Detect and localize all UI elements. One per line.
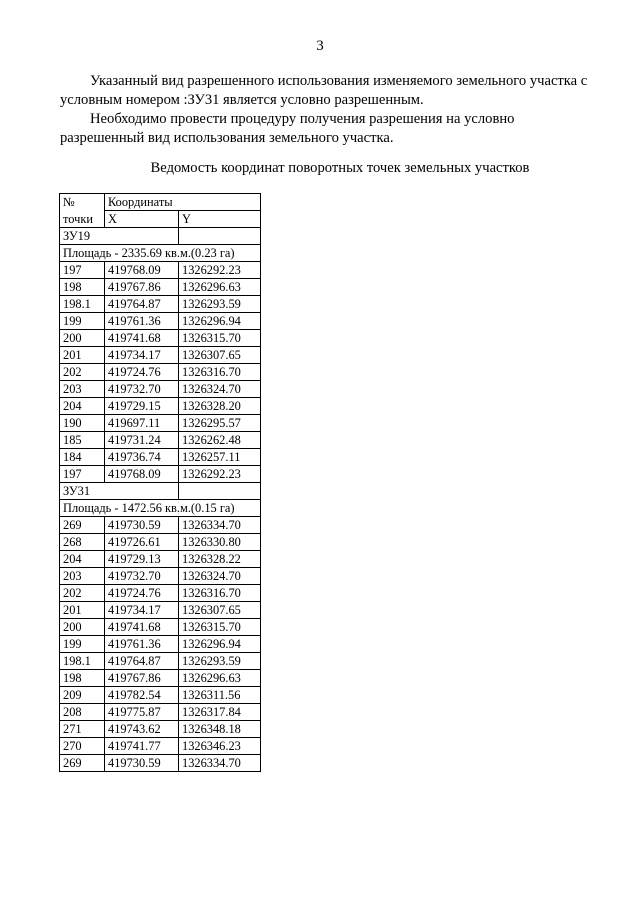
table-row <box>60 364 261 381</box>
coord-y: 1326328.20 <box>179 398 261 415</box>
point-number: 208 <box>60 704 105 721</box>
coord-y: 1326293.59 <box>179 653 261 670</box>
coord-x: 419732.70 <box>105 568 179 585</box>
point-number: 200 <box>60 330 105 347</box>
coord-x: 419730.59 <box>105 517 179 534</box>
point-number: 209 <box>60 687 105 704</box>
paragraph-2: Необходимо провести процедуру получения разрешения на условно разрешенный вид использования земельного участка. <box>60 111 515 146</box>
point-number: 203 <box>60 568 105 585</box>
table-row <box>60 619 261 636</box>
point-number: 184 <box>60 449 105 466</box>
coord-y: 1326348.18 <box>179 721 261 738</box>
coord-x: 419734.17 <box>105 347 179 364</box>
point-number: 201 <box>60 347 105 364</box>
table-row <box>60 466 261 483</box>
coord-y: 1326307.65 <box>179 602 261 619</box>
coord-x: 419732.70 <box>105 381 179 398</box>
coord-y: 1326316.70 <box>179 585 261 602</box>
point-number: 203 <box>60 381 105 398</box>
coord-x: 419741.68 <box>105 330 179 347</box>
table-row <box>60 330 261 347</box>
body-text <box>60 72 600 148</box>
coord-y: 1326315.70 <box>179 619 261 636</box>
table-row <box>60 636 261 653</box>
coord-x: 419782.54 <box>105 687 179 704</box>
coord-x: 419764.87 <box>105 296 179 313</box>
section-area-row <box>60 245 261 262</box>
section-area-row <box>60 500 261 517</box>
coord-x: 419729.15 <box>105 398 179 415</box>
coord-y: 1326307.65 <box>179 347 261 364</box>
table-row <box>60 602 261 619</box>
coord-y: 1326315.70 <box>179 330 261 347</box>
point-number: 185 <box>60 432 105 449</box>
coord-x: 419767.86 <box>105 279 179 296</box>
table-row <box>60 551 261 568</box>
coord-y: 1326296.94 <box>179 636 261 653</box>
section-name-row <box>60 228 261 245</box>
section-name-empty-cell <box>179 228 261 245</box>
coord-y: 1326292.23 <box>179 262 261 279</box>
coord-x: 419761.36 <box>105 636 179 653</box>
coord-y: 1326311.56 <box>179 687 261 704</box>
coord-y: 1326316.70 <box>179 364 261 381</box>
coord-y: 1326346.23 <box>179 738 261 755</box>
point-number: 197 <box>60 466 105 483</box>
point-number: 271 <box>60 721 105 738</box>
point-number: 198.1 <box>60 296 105 313</box>
coord-x: 419741.68 <box>105 619 179 636</box>
point-number: 202 <box>60 585 105 602</box>
table-row <box>60 449 261 466</box>
coord-y: 1326334.70 <box>179 755 261 772</box>
coord-y: 1326292.23 <box>179 466 261 483</box>
coord-x: 419764.87 <box>105 653 179 670</box>
coord-y: 1326296.63 <box>179 670 261 687</box>
point-number: 198 <box>60 670 105 687</box>
table-row <box>60 670 261 687</box>
table-row <box>60 347 261 364</box>
table-row <box>60 296 261 313</box>
section-area: Площадь - 1472.56 кв.м.(0.15 га) <box>60 500 261 517</box>
table-row <box>60 381 261 398</box>
point-number: 201 <box>60 602 105 619</box>
coord-y: 1326262.48 <box>179 432 261 449</box>
point-number: 268 <box>60 534 105 551</box>
table-row <box>60 534 261 551</box>
coord-x: 419724.76 <box>105 364 179 381</box>
point-number: 199 <box>60 636 105 653</box>
header-point: точки <box>60 211 105 228</box>
section-name: ЗУ31 <box>60 483 179 500</box>
point-number: 197 <box>60 262 105 279</box>
coord-y: 1326324.70 <box>179 381 261 398</box>
point-number: 269 <box>60 755 105 772</box>
table-row <box>60 755 261 772</box>
coord-x: 419697.11 <box>105 415 179 432</box>
coord-x: 419741.77 <box>105 738 179 755</box>
point-number: 198.1 <box>60 653 105 670</box>
coord-y: 1326330.80 <box>179 534 261 551</box>
table-row <box>60 262 261 279</box>
coord-y: 1326295.57 <box>179 415 261 432</box>
table-row <box>60 704 261 721</box>
coord-x: 419730.59 <box>105 755 179 772</box>
header-x: X <box>105 211 179 228</box>
table-row <box>60 517 261 534</box>
coordinates-table <box>59 193 261 772</box>
table-row <box>60 585 261 602</box>
page-number: 3 <box>316 38 324 54</box>
table-row <box>60 432 261 449</box>
coord-x: 419726.61 <box>105 534 179 551</box>
point-number: 204 <box>60 551 105 568</box>
point-number: 202 <box>60 364 105 381</box>
coord-x: 419768.09 <box>105 466 179 483</box>
section-area: Площадь - 2335.69 кв.м.(0.23 га) <box>60 245 261 262</box>
point-number: 270 <box>60 738 105 755</box>
coord-y: 1326328.22 <box>179 551 261 568</box>
table-row <box>60 415 261 432</box>
coord-x: 419736.74 <box>105 449 179 466</box>
coord-x: 419761.36 <box>105 313 179 330</box>
coord-x: 419743.62 <box>105 721 179 738</box>
table-row <box>60 398 261 415</box>
coord-x: 419768.09 <box>105 262 179 279</box>
header-number: № <box>60 194 105 211</box>
table-header-row <box>60 194 261 211</box>
table-row <box>60 313 261 330</box>
header-y: Y <box>179 211 261 228</box>
table-header-row <box>60 211 261 228</box>
table-row <box>60 721 261 738</box>
table-row <box>60 568 261 585</box>
point-number: 200 <box>60 619 105 636</box>
point-number: 269 <box>60 517 105 534</box>
section-name-row <box>60 483 261 500</box>
coord-y: 1326296.63 <box>179 279 261 296</box>
paragraph-1: Указанный вид разрешенного использования изменяемого земельного участка с условным номером :ЗУ31 является условно разрешенным. <box>60 73 588 108</box>
table-row <box>60 687 261 704</box>
table-row <box>60 738 261 755</box>
coord-x: 419767.86 <box>105 670 179 687</box>
coord-y: 1326334.70 <box>179 517 261 534</box>
point-number: 198 <box>60 279 105 296</box>
point-number: 190 <box>60 415 105 432</box>
coord-x: 419724.76 <box>105 585 179 602</box>
coord-y: 1326257.11 <box>179 449 261 466</box>
coord-x: 419729.13 <box>105 551 179 568</box>
point-number: 204 <box>60 398 105 415</box>
section-name-empty-cell <box>179 483 261 500</box>
coord-x: 419731.24 <box>105 432 179 449</box>
coord-y: 1326317.84 <box>179 704 261 721</box>
table-row <box>60 279 261 296</box>
point-number: 199 <box>60 313 105 330</box>
coord-y: 1326293.59 <box>179 296 261 313</box>
coord-x: 419775.87 <box>105 704 179 721</box>
table-title: Ведомость координат поворотных точек земельных участков <box>150 160 530 176</box>
header-coordinates: Координаты <box>105 194 261 211</box>
coord-y: 1326324.70 <box>179 568 261 585</box>
coord-y: 1326296.94 <box>179 313 261 330</box>
table-row <box>60 653 261 670</box>
section-name: ЗУ19 <box>60 228 179 245</box>
coord-x: 419734.17 <box>105 602 179 619</box>
